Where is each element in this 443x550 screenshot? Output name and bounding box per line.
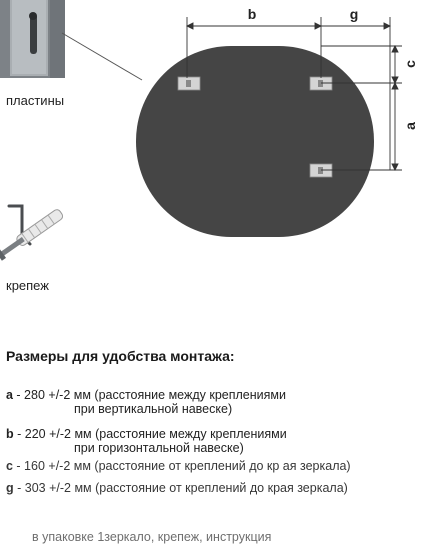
spec-item-g: [6, 481, 348, 495]
dim-label-g: g: [349, 6, 359, 22]
mirror-shape: [136, 46, 374, 237]
spec-letter: a: [6, 388, 13, 402]
spec-item-c: [6, 459, 351, 473]
package-contents-text: в упаковке 1зеркало, крепеж, инструкция: [32, 530, 272, 544]
wall-plate-image: [0, 0, 65, 78]
spec-item-b: [6, 427, 287, 455]
spec-line: - 160 +/-2 мм (расстояние от креплений до кр ая зеркала): [12, 459, 351, 473]
spec-letter: c: [6, 459, 13, 473]
plates-label: пластины: [6, 93, 65, 108]
spec-letter: g: [6, 481, 14, 495]
section-title: Размеры для удобства монтажа:: [6, 348, 235, 364]
spec-letter: b: [6, 427, 14, 441]
mount-label: крепеж: [6, 278, 49, 293]
mount-plate-right-top: [310, 77, 332, 90]
mount-plate-right-bottom: [310, 164, 332, 177]
mount-hardware-image: [0, 206, 64, 261]
dim-label-a: a: [402, 122, 418, 130]
spec-item-a: [6, 388, 286, 416]
spec-line: - 280 +/-2 мм (расстояние между креплениями: [12, 388, 286, 402]
spec-line: - 220 +/-2 мм (расстояние между креплениями: [13, 427, 287, 441]
spec-subline: при горизонтальной навеске): [74, 441, 244, 455]
spec-subline: при вертикальной навеске): [74, 402, 233, 416]
spec-line: - 303 +/-2 мм (расстояние от креплений до края зеркала): [13, 481, 348, 495]
dim-label-c: c: [402, 60, 418, 68]
dim-label-b: b: [247, 6, 257, 22]
mount-plate-left: [178, 77, 200, 90]
plate-pointer-line: [62, 33, 142, 80]
